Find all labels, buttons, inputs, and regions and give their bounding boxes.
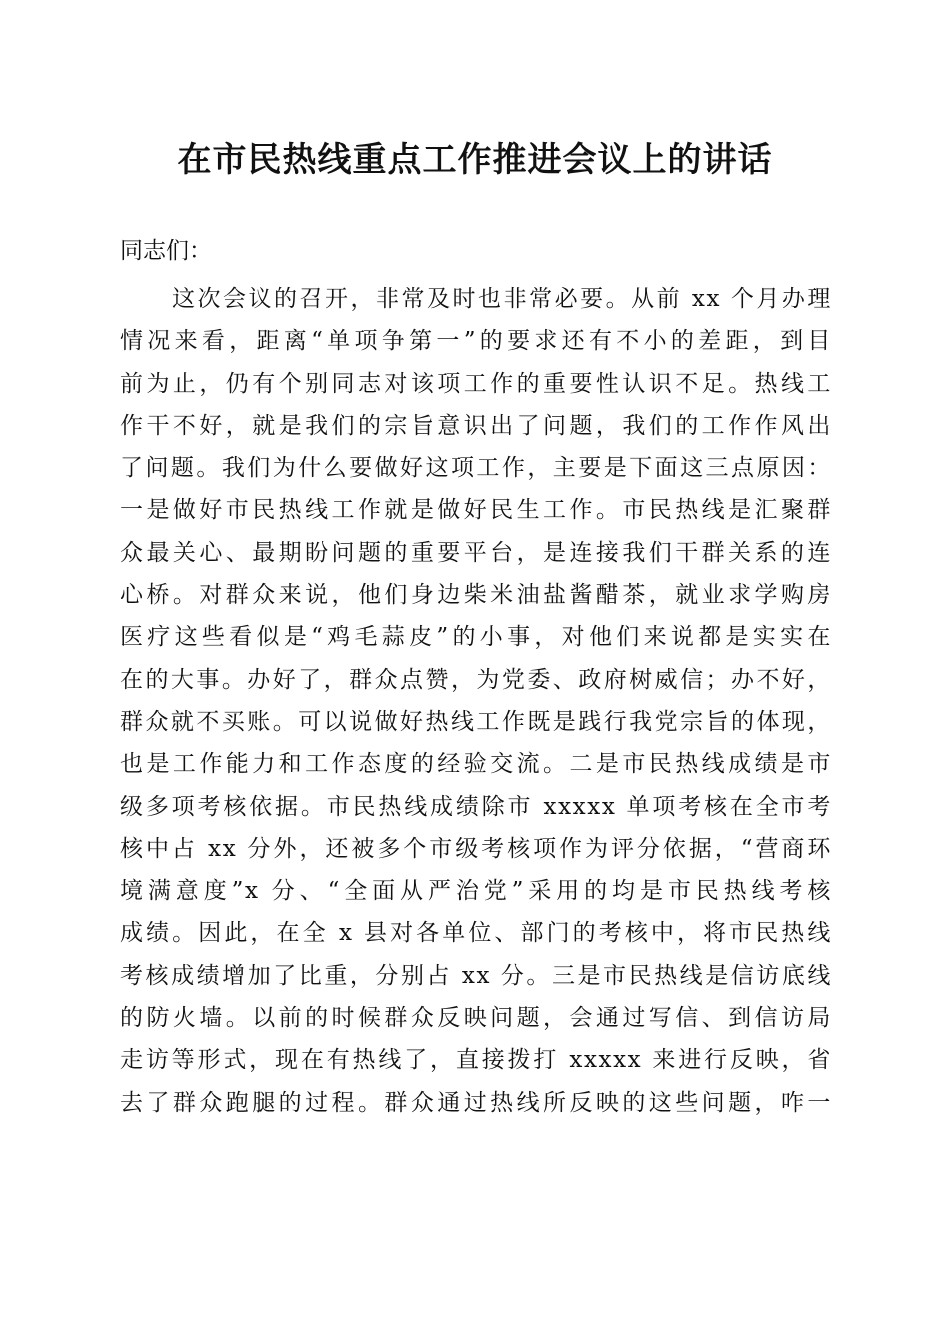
paragraph-line: 情况来看，距离“单项争第一”的要求还有不小的差距，到目: [120, 328, 832, 355]
paragraph-line: 考核成绩增加了比重，分别占 xx 分。三是市民热线是信访底线: [120, 962, 832, 989]
paragraph-line: 医疗这些看似是“鸡毛蒜皮”的小事，对他们来说都是实实在: [120, 624, 832, 651]
paragraph-line: 境满意度”x 分、“全面从严治党”采用的均是市民热线考核: [120, 878, 832, 905]
paragraph-line: 了问题。我们为什么要做好这项工作，主要是下面这三点原因：: [120, 455, 832, 482]
paragraph-line: 也是工作能力和工作态度的经验交流。二是市民热线成绩是市: [120, 751, 832, 778]
paragraph-line: 在的大事。办好了，群众点赞，为党委、政府树威信；办不好，: [120, 666, 832, 693]
document-title: 在市民热线重点工作推进会议上的讲话: [177, 140, 773, 180]
paragraph-line: 一是做好市民热线工作就是做好民生工作。市民热线是汇聚群: [120, 497, 832, 524]
paragraph-line: 这次会议的召开，非常及时也非常必要。从前 xx 个月办理: [172, 286, 832, 312]
paragraph-line: 级多项考核依据。市民热线成绩除市 xxxxx 单项考核在全市考: [120, 793, 832, 820]
paragraph-line: 心桥。对群众来说，他们身边柴米油盐酱醋茶，就业求学购房: [120, 582, 832, 609]
salutation: 同志们：: [120, 238, 212, 264]
paragraph-line: 众最关心、最期盼问题的重要平台，是连接我们干群关系的连: [120, 539, 832, 566]
paragraph-line: 走访等形式，现在有热线了，直接拨打 xxxxx 来进行反映，省: [120, 1047, 832, 1074]
paragraph-line: 成绩。因此，在全 x 县对各单位、部门的考核中，将市民热线: [120, 920, 832, 947]
paragraph-line: 核中占 xx 分外，还被多个市级考核项作为评分依据，“营商环: [120, 835, 832, 862]
paragraph-line: 的防火墙。以前的时候群众反映问题，会通过写信、到信访局: [120, 1005, 832, 1032]
paragraph-line: 群众就不买账。可以说做好热线工作既是践行我党宗旨的体现，: [120, 708, 832, 735]
body-paragraph: [120, 278, 832, 1124]
paragraph-line: 前为止，仍有个别同志对该项工作的重要性认识不足。热线工: [120, 370, 832, 397]
paragraph-line: 作干不好，就是我们的宗旨意识出了问题，我们的工作作风出: [120, 412, 832, 439]
paragraph-line: 去了群众跑腿的过程。群众通过热线所反映的这些问题，咋一: [120, 1089, 832, 1116]
